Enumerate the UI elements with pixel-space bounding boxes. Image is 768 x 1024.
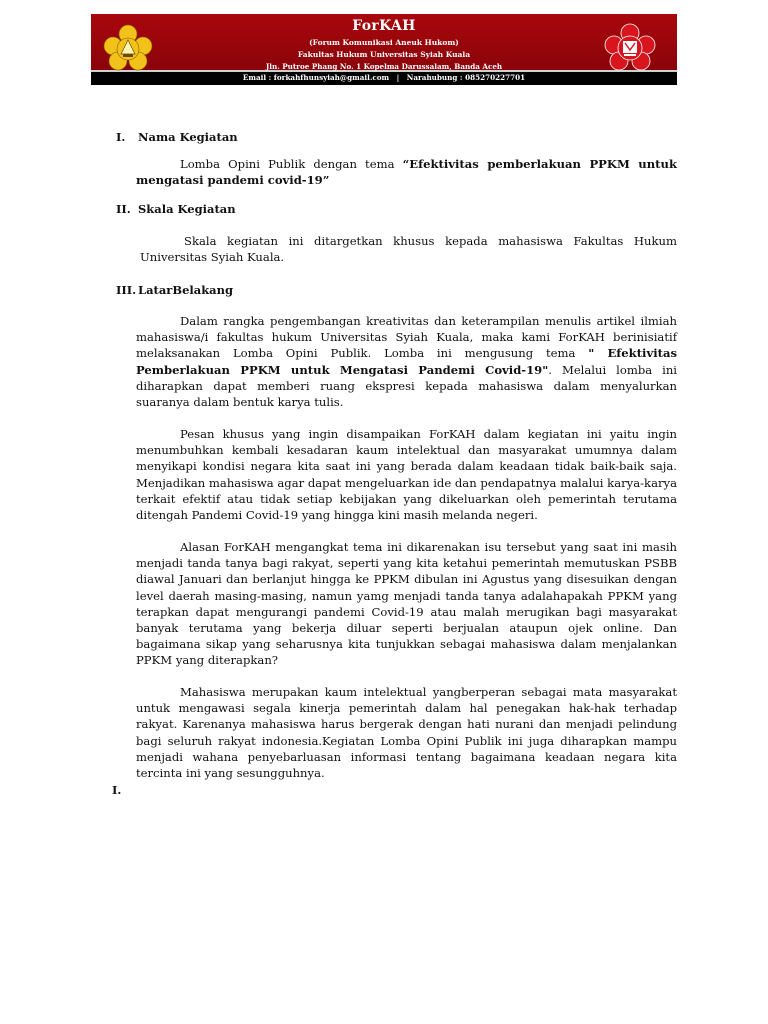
org-address: Jln. Putroe Phang No. 1 Kopelma Darussalam, Banda Aceh xyxy=(265,62,503,71)
section-heading-latar-belakang xyxy=(116,282,233,298)
email-text: Email : forkahfhunsyiah@gmail.com xyxy=(242,73,390,82)
org-name: ForKAH xyxy=(352,18,416,34)
section-title: LatarBelakang xyxy=(138,283,234,297)
section-number: I. xyxy=(116,130,126,144)
org-full-name: (Forum Komunikasi Aneuk Hukom) xyxy=(309,38,459,47)
faculty-name: Fakultas Hukum Universitas Syiah Kuala xyxy=(297,50,471,59)
paragraph-latar-belakang-1 xyxy=(136,313,677,410)
letterhead xyxy=(91,14,677,85)
contact-separator: | xyxy=(396,73,400,82)
paragraph-nama-kegiatan xyxy=(136,156,677,188)
section-heading-nama-kegiatan xyxy=(116,129,238,145)
section-number: II. xyxy=(116,202,131,216)
paragraph-latar-belakang-2: Pesan khusus yang ingin disampaikan ForKAH dalam kegiatan ini yaitu ingin menumbuhkan kembali kesadaran kaum intelektual dan masyarakat umumnya dalam menyikapi kondisi negara kita saat ini yang berada dalam keadaan tidak baik-baik saja. Menjadikan mahasiswa agar dapat mengeluarkan ide dan pendapatnya malalui karya-karya terkait efektif atau tidak setiap kebijakan yang dikeluarkan oleh pemerintah terutama ditengah Pandemi Covid-19 yang hingga kini masih melanda negeri. xyxy=(136,427,677,523)
theme-title: “Efektivitas pemberlakuan PPKM untuk mengatasi pandemi covid-19” xyxy=(136,157,677,188)
paragraph-latar-belakang-4: Mahasiswa merupakan kaum intelektual yangberperan sebagai mata masyarakat untuk mengawasi segala kinerja pemerintah dalam hal penegakan hak-hak terhadap rakyat. Karenanya mahasiswa harus bergerak dengan hati nurani dan menjadi pelindung bagi seluruh rakyat indonesia.Kegiatan Lomba Opini Publik ini juga diharapkan mampu menjadi wahana penyebarluasan informasi tentang bagaimana keadaan negara kita tercinta ini yang sesungguhnya. xyxy=(136,685,677,781)
section-heading-skala-kegiatan xyxy=(116,201,236,217)
paragraph-text: Lomba Opini Publik dengan tema xyxy=(180,157,403,171)
section-heading-next xyxy=(112,782,134,798)
paragraph-latar-belakang-3: Alasan ForKAH mengangkat tema ini dikarenakan isu tersebut yang saat ini masih menjadi tanda tanya bagi rakyat, seperti yang kita ketahui pemerintah memutuskan PSBB diawal Januari dan berlanjut hingga ke PPKM dibulan ini Agustus yang disesuikan dengan level daerah masing-masing, namun yamg menjadi tanda tanya adalahapakah PPKM yang terapkan dapat mengurangi pandemi Covid-19 atau malah merugikan bagi masyarakat banyak terutama yang bekerja diluar seperti berjualan ataupun ojek online. Dan bagaimana sikap yang seharusnya kita tunjukkan sebagai mahasiswa dalam menjalankan PPKM yang diterapkan? xyxy=(136,540,677,668)
paragraph-skala-kegiatan: Skala kegiatan ini ditargetkan khusus kepada mahasiswa Fakultas Hukum Universitas Syiah Kuala. xyxy=(140,234,677,265)
theme-title: " Efektivitas Pemberlakuan PPKM untuk Mengatasi Pandemi Covid-19" xyxy=(136,346,677,377)
paragraph-text: . Melalui lomba ini diharapkan dapat memberi ruang ekspresi kepada mahasiswa dalam menyalurkan suaranya dalam bentuk karya tulis. xyxy=(136,362,677,410)
contact-line xyxy=(91,73,677,82)
section-number: III. xyxy=(116,283,137,297)
paragraph-text: Dalam rangka pengembangan kreativitas dan keterampilan menulis artikel ilmiah mahasiswa/i fakultas hukum Universitas Syiah Kuala, maka kami ForKAH berinisiatif melaksanakan Lomba Opini Publik. Lomba ini mengusung tema xyxy=(136,314,677,361)
section-number: I. xyxy=(112,783,122,797)
section-title: Nama Kegiatan xyxy=(138,130,238,144)
section-title: Skala Kegiatan xyxy=(138,202,236,216)
phone-text: Narahubung : 085270227701 xyxy=(406,73,526,82)
